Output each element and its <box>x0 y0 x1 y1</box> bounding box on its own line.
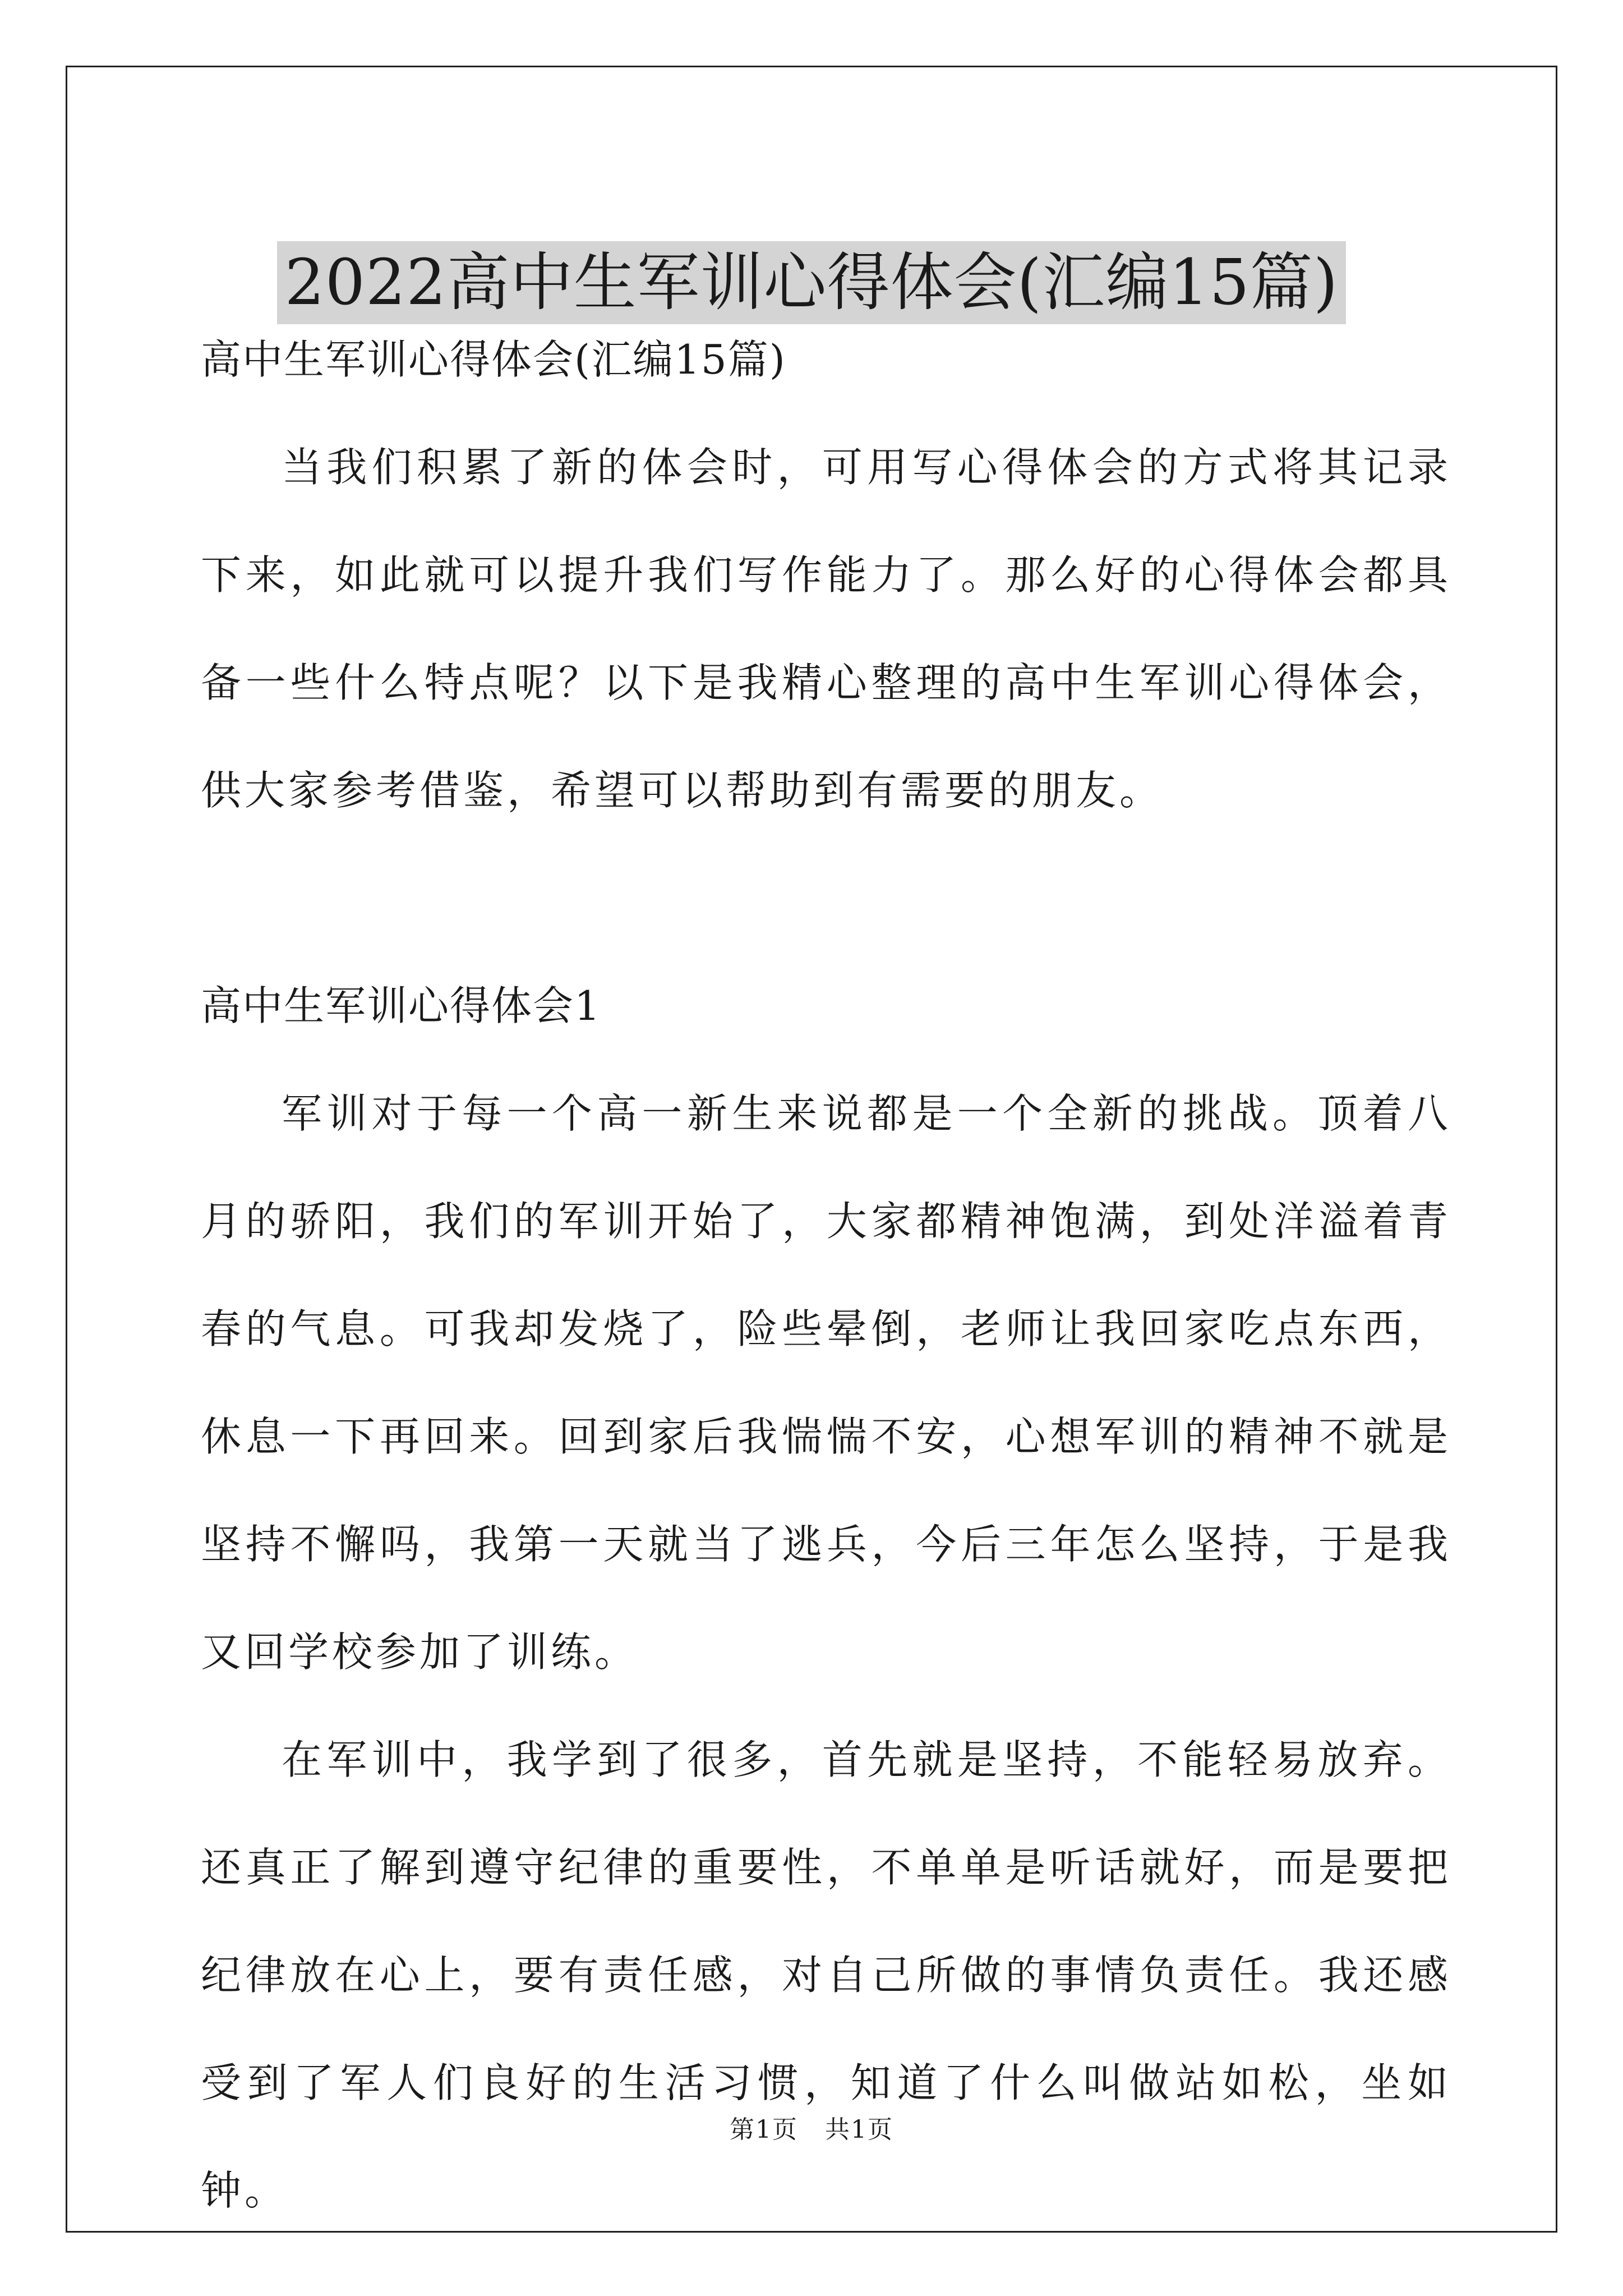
document-subtitle: 高中生军训心得体会(汇编15篇) <box>201 336 786 383</box>
page-number: 第1页 共1页 <box>730 2115 893 2144</box>
page-footer <box>0 2109 1623 2145</box>
intro-paragraph: 当我们积累了新的体会时，可用写心得体会的方式将其记录下来，如此就可以提升我们写作能力了。那么好的心得体会都具备一些什么特点呢？以下是我精心整理的高中生军训心得体会，供大家参考借鉴，希望可以帮助到有需要的朋友。 <box>201 444 1451 814</box>
section-heading: 高中生军训心得体会1 <box>201 982 601 1029</box>
document-title: 2022高中生军训心得体会(汇编15篇) <box>277 241 1347 324</box>
paragraph-spacer <box>201 844 1451 952</box>
body-paragraph: 在军训中，我学到了很多，首先就是坚持，不能轻易放弃。还真正了解到遵守纪律的重要性，不单单是听话就好，而是要把纪律放在心上，要有责任感，对自己所做的事情负责任。我还感受到了军人们良好的生活习惯，知道了什么叫做站如松，坐如钟。 <box>201 1736 1451 2214</box>
body-paragraph: 军训对于每一个高一新生来说都是一个全新的挑战。顶着八月的骄阳，我们的军训开始了，大家都精神饱满，到处洋溢着青春的气息。可我却发烧了，险些晕倒，老师让我回家吃点东西，休息一下再回来。回到家后我惴惴不安，心想军训的精神不就是坚持不懈吗，我第一天就当了逃兵，今后三年怎么坚持，于是我又回学校参加了训练。 <box>201 1090 1451 1676</box>
document-body <box>201 306 1451 2244</box>
